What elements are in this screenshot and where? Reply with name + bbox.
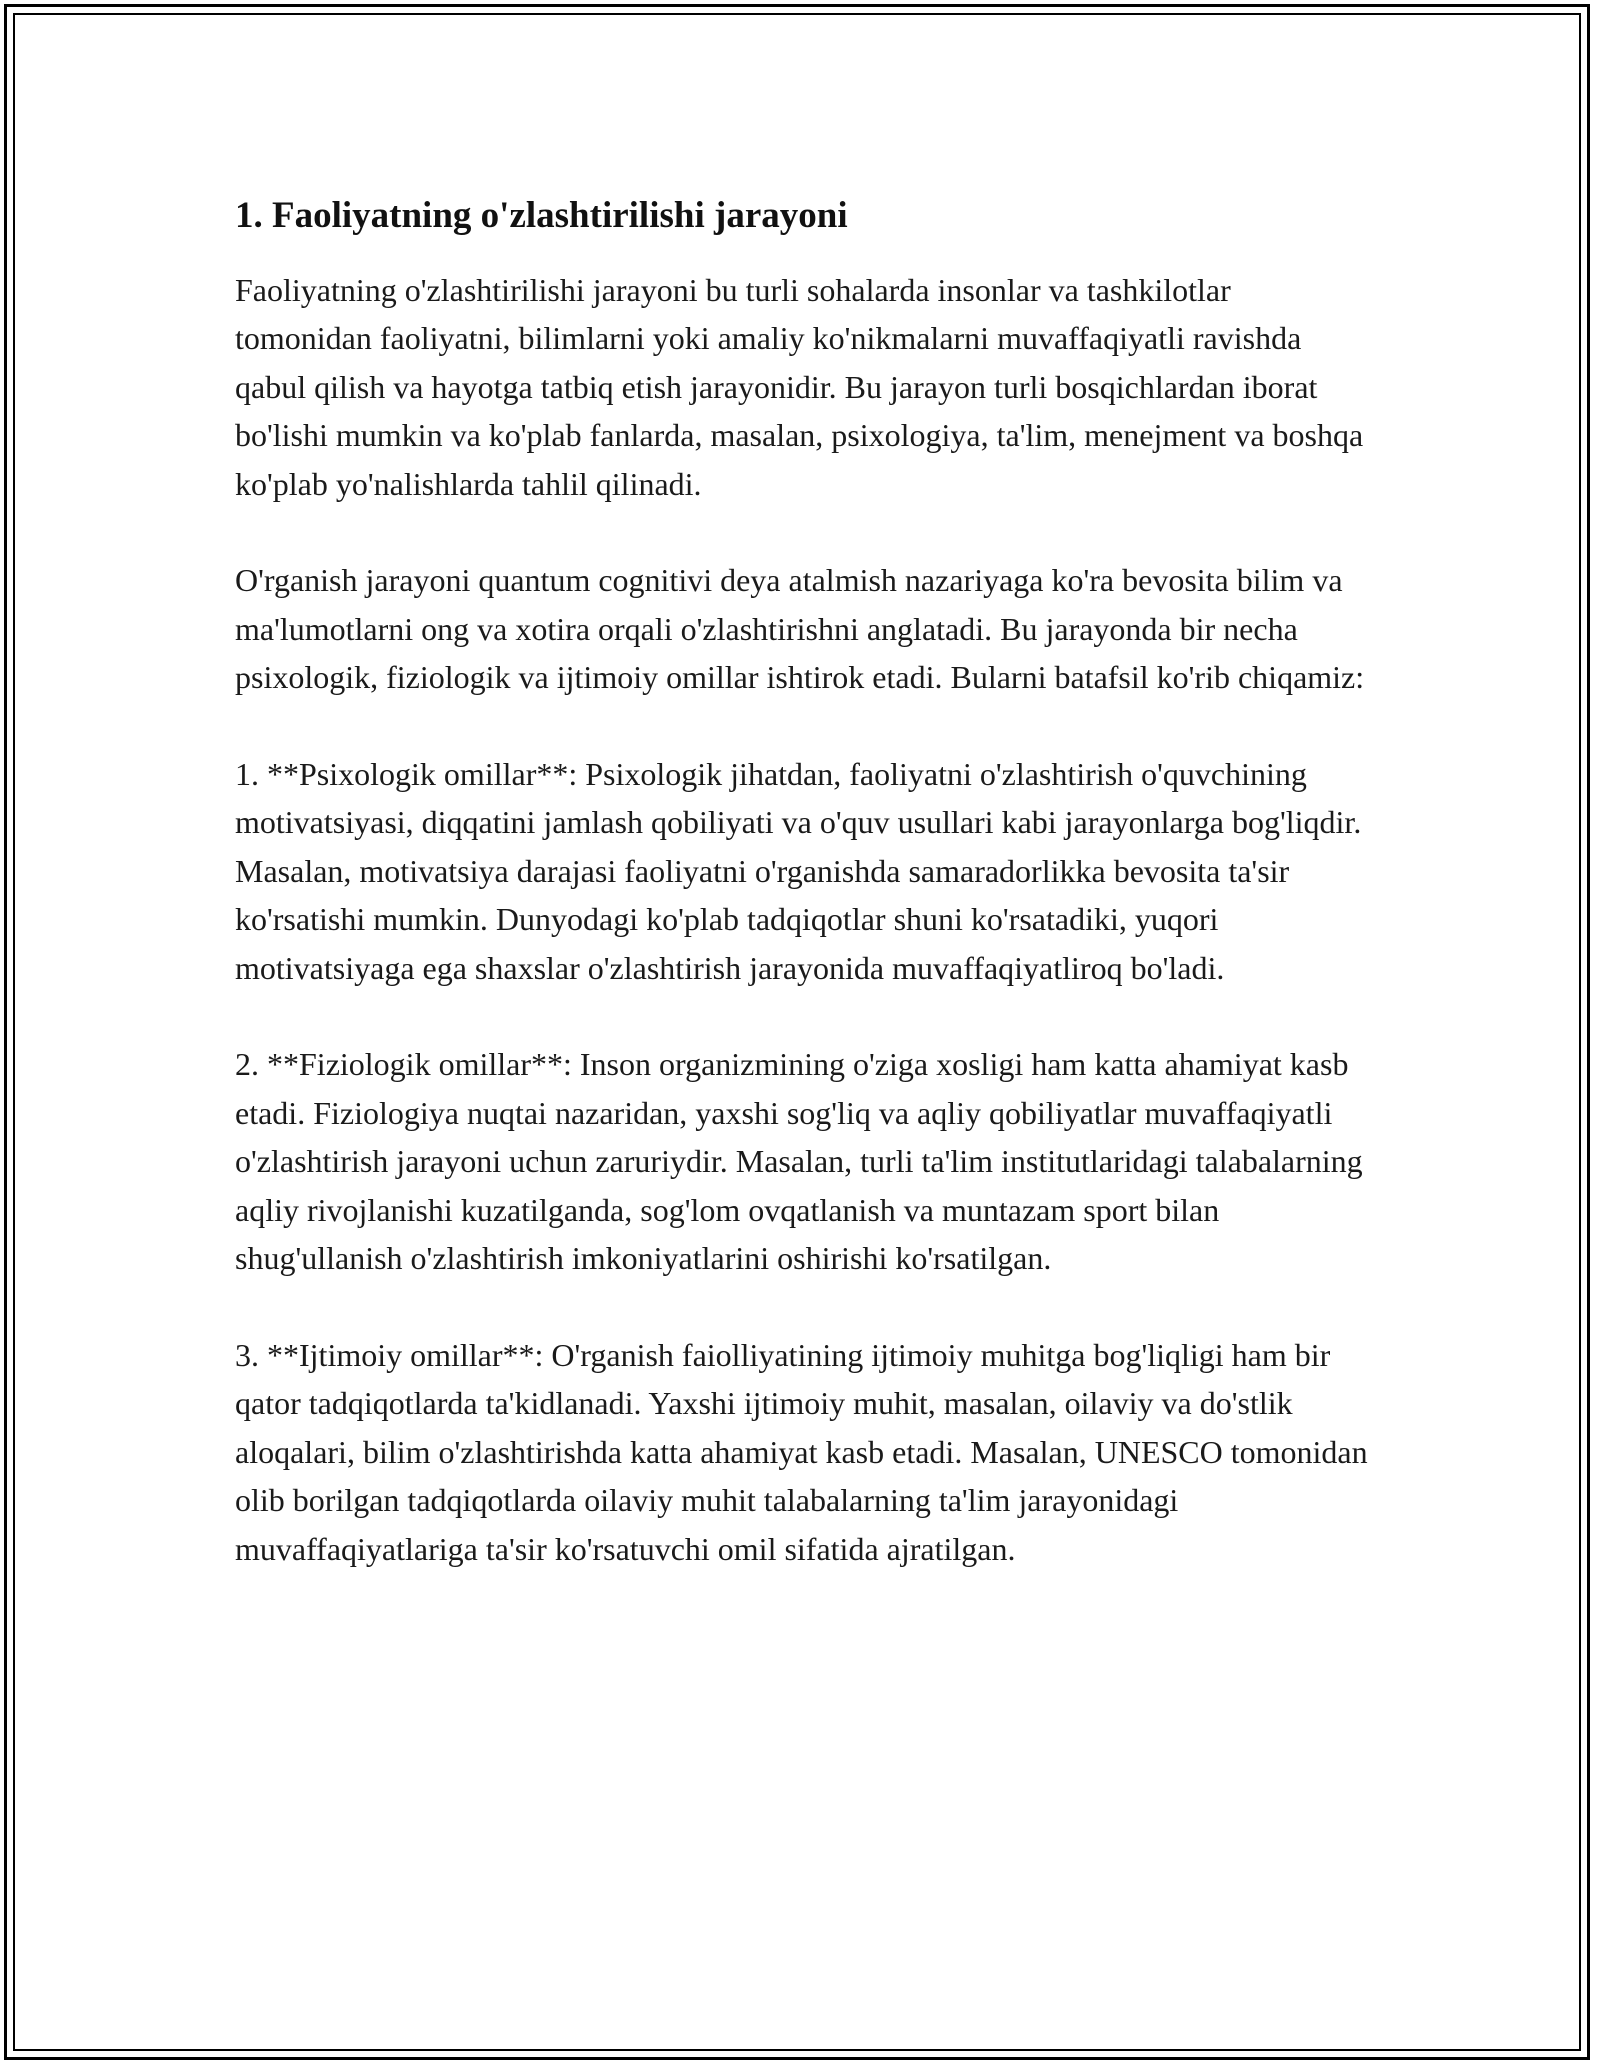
paragraph-learning-process: O'rganish jarayoni quantum cognitivi deya atalmish nazariyaga ko'ra bevosita bilim va ma'lumotlarni ong va xotira orqali o'zlashtirishni anglatadi. Bu jarayonda bir necha psixologik, fiziologik va ijtimoiy omillar ishtirok etadi. Bularni batafsil ko'rib chiqamiz: <box>235 562 1365 696</box>
paragraph-social-factors: 3. **Ijtimoiy omillar**: O'rganish faiolliyatining ijtimoiy muhitga bog'liqligi ham bir qator tadqiqotlarda ta'kidlanadi. Yaxshi ijtimoiy muhit, masalan, oilaviy va do'stlik aloqalari, bilim o'zlashtirishda katta ahamiyat kasb etadi. Masalan, UNESCO tomonidan olib borilgan tadqiqotlarda oilaviy muhit talabalarning ta'lim jarayonidagi muvaffaqiyatlariga ta'sir ko'rsatuvchi omil sifatida ajratilgan. <box>235 1336 1368 1567</box>
document-body <box>235 192 1375 1621</box>
paragraph-intro: Faoliyatning o'zlashtirilishi jarayoni bu turli sohalarda insonlar va tashkilotlar tomonidan faoliyatni, bilimlarni yoki amaliy ko'nikmalarni muvaffaqiyatli ravishda qabul qilish va hayotga tatbiq etish jarayonidir. Bu jarayon turli bosqichlardan iborat bo'lishi mumkin va ko'plab fanlarda, masalan, psixologiya, ta'lim, menejment va boshqa ko'plab yo'nalishlarda tahlil qilinadi. <box>235 272 1364 502</box>
document-title: 1. Faoliyatning o'zlashtirilishi jarayoni <box>235 195 848 236</box>
paragraph-psychological-factors: 1. **Psixologik omillar**: Psixologik jihatdan, faoliyatni o'zlashtirish o'quvchining motivatsiyasi, diqqatini jamlash qobiliyati va o'quv usullari kabi jarayonlarga bog'liqdir. Masalan, motivatsiya darajasi faoliyatni o'rganishda samaradorlikka bevosita ta'sir ko'rsatishi mumkin. Dunyodagi ko'plab tadqiqotlar shuni ko'rsatadiki, yuqori motivatsiyaga ega shaxslar o'zlashtirish jarayonida muvaffaqiyatliroq bo'ladi. <box>235 756 1362 986</box>
paragraph-physiological-factors: 2. **Fiziologik omillar**: Inson organizmining o'ziga xosligi ham katta ahamiyat kasb etadi. Fiziologiya nuqtai nazaridan, yaxshi sog'liq va aqliy qobiliyatlar muvaffaqiyatli o'zlashtirish jarayoni uchun zaruriydir. Masalan, turli ta'lim institutlaridagi talabalarning aqliy rivojlanishi kuzatilganda, sog'lom ovqatlanish va muntazam sport bilan shug'ullanish o'zlashtirish imkoniyatlarini oshirishi ko'rsatilgan. <box>235 1046 1363 1277</box>
